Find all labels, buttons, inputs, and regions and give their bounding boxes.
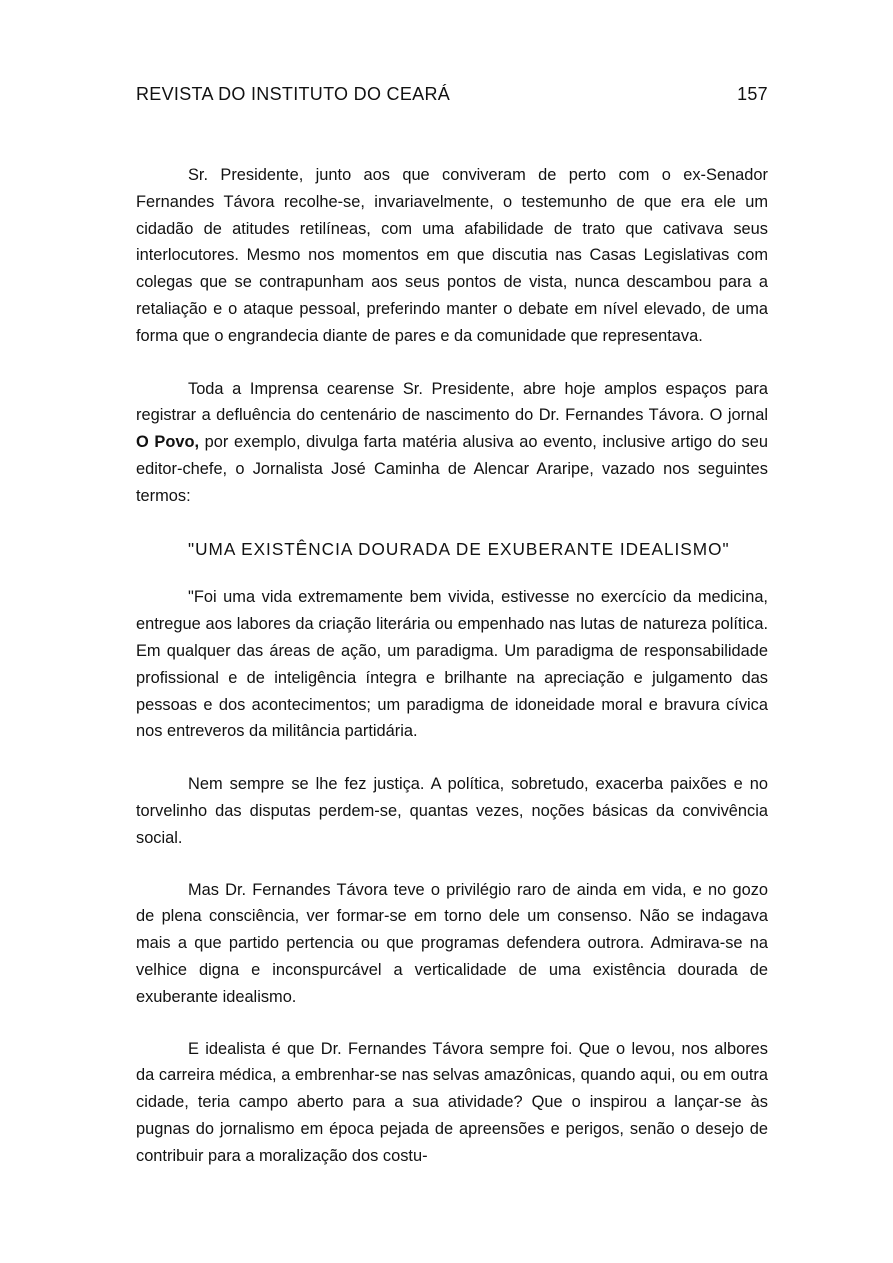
article-title: "UMA EXISTÊNCIA DOURADA DE EXUBERANTE IDEALISMO" bbox=[188, 538, 730, 559]
newspaper-name: O Povo, bbox=[136, 433, 200, 452]
paragraph-2-part-a: Toda a Imprensa cearense Sr. Presidente, abre hoje amplos espaços para registrar a defluência do centenário de nascimento do Dr. Fernandes Távora. O jornal bbox=[136, 379, 768, 425]
body-text bbox=[136, 162, 768, 1196]
page-header bbox=[136, 84, 768, 112]
paragraph-2-part-b: por exemplo, divulga farta matéria alusiva ao evento, inclusive artigo do seu editor-chefe, o Jornalista José Caminha de Alencar Araripe, vazado nos seguintes termos: bbox=[136, 433, 768, 505]
paragraph-7: E idealista é que Dr. Fernandes Távora sempre foi. Que o levou, nos albores da carreira médica, a embrenhar-se nas selvas amazônicas, quando aqui, ou em outra cidade, teria campo aberto para a sua atividade? Que o inspirou a lançar-se às pugnas do jornalismo em época pejada de apreensões e perigos, senão o desejo de contribuir para a moralização dos costu- bbox=[136, 1039, 768, 1165]
paragraph-1: Sr. Presidente, junto aos que conviveram de perto com o ex-Senador Fernandes Távora recolhe-se, invariavelmente, o testemunho de que era ele um cidadão de atitudes retilíneas, com uma afabilidade de trato que cativava seus interlocutores. Mesmo nos momentos em que discutia nas Casas Legislativas com colegas que se contrapunham aos seus pontos de vista, nunca descambou para a retaliação e o ataque pessoal, preferindo manter o debate em nível elevado, de uma forma que o engrandecia diante de pares e da comunidade que representava. bbox=[136, 166, 768, 345]
page-number: 157 bbox=[737, 84, 768, 104]
paragraph-6: Mas Dr. Fernandes Távora teve o privilégio raro de ainda em vida, e no gozo de plena consciência, ver formar-se em torno dele um consenso. Não se indagava mais a que partido pertencia ou que programas defendera outrora. Admirava-se na velhice digna e inconspurcável a verticalidade de uma existência dourada de exuberante idealismo. bbox=[136, 880, 768, 1006]
running-title: REVISTA DO INSTITUTO DO CEARÁ bbox=[136, 84, 451, 104]
paragraph-2 bbox=[136, 376, 768, 510]
paragraph-5: Nem sempre se lhe fez justiça. A política, sobretudo, exacerba paixões e no torvelinho das disputas perdem-se, quantas vezes, noções básicas da convivência social. bbox=[136, 775, 768, 847]
paragraph-4: "Foi uma vida extremamente bem vivida, estivesse no exercício da medicina, entregue aos labores da criação literária ou empenhado nas lutas de natureza política. Em qualquer das áreas de ação, um paradigma. Um paradigma de responsabilidade profissional e de inteligência íntegra e brilhante na apreciação e julgamento das pessoas e dos acontecimentos; um paradigma de idoneidade moral e bravura cívica nos entreveros da militância partidária. bbox=[136, 588, 768, 741]
